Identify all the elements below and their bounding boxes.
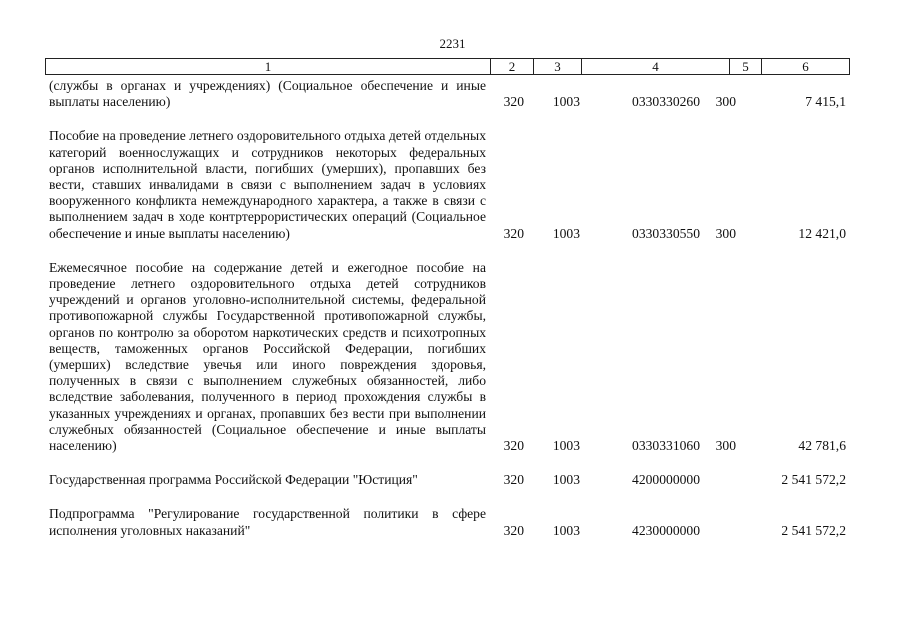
column-header-5: 5 <box>730 59 762 75</box>
row-ministry-code: 320 <box>503 94 524 110</box>
row-amount: 2 541 572,2 <box>781 522 846 538</box>
table-row <box>49 472 849 488</box>
column-header-4: 4 <box>582 59 730 75</box>
row-description: Пособие на проведение летнего оздоровительного отдыха детей отдельных категорий военнослужащих и сотрудников некоторых федеральных органов исполнительной власти, погибших (умерших), пропавших без вести, ставших инвалидами в связи с выполнением задач в условиях вооруженного конфликта немеждународного характера, а также в связи с выполнением задач в ходе контртеррористических операций (Социальное обеспечение и иные выплаты населению) <box>49 128 486 241</box>
row-description: Государственная программа Российской Федерации "Юстиция" <box>49 472 418 488</box>
row-section-code: 1003 <box>552 472 580 488</box>
row-ministry-code: 320 <box>503 225 524 241</box>
row-description: Ежемесячное пособие на содержание детей и ежегодное пособие на проведение летнего оздоровительного отдыха детей сотрудников учреждений и органов уголовно-исполнительной системы, федеральной противопожарной службы Государственной противопожарной службы, органов по контролю за оборотом наркотических средств и психотропных веществ, таможенных органов Российской Федерации, погибших (умерших) вследствие увечья или иного повреждения здоровья, полученных в связи с выполнением служебных обязанностей, либо вследствие заболевания, полученного в период прохождения службы в указанных учреждениях и органах, пропавших без вести при выполнении служебных обязанностей (Социальное обеспечение и иные выплаты населению) <box>49 259 486 454</box>
row-target-article: 0330330550 <box>632 225 700 241</box>
row-section-code: 1003 <box>552 94 580 110</box>
row-ministry-code: 320 <box>503 472 524 488</box>
row-description: (службы в органах и учреждениях) (Социальное обеспечение и иные выплаты населению) <box>49 78 486 110</box>
row-section-code: 1003 <box>552 522 580 538</box>
row-amount: 2 541 572,2 <box>781 472 846 488</box>
column-header-3: 3 <box>534 59 582 75</box>
row-section-code: 1003 <box>552 225 580 241</box>
column-header-row <box>46 59 850 75</box>
column-header-table <box>45 58 850 75</box>
row-target-article: 4230000000 <box>632 522 700 538</box>
column-header-1: 1 <box>46 59 491 75</box>
row-ministry-code: 320 <box>503 522 524 538</box>
row-amount: 12 421,0 <box>798 225 846 241</box>
row-description: Подпрограмма "Регулирование государственной политики в сфере исполнения уголовных наказаний" <box>49 506 486 538</box>
row-target-article: 4200000000 <box>632 472 700 488</box>
table-row <box>49 78 849 110</box>
row-amount: 7 415,1 <box>805 94 846 110</box>
budget-table-body <box>49 78 849 557</box>
column-header-6: 6 <box>762 59 850 75</box>
row-expense-type: 300 <box>715 225 736 241</box>
row-ministry-code: 320 <box>503 438 524 454</box>
row-target-article: 0330330260 <box>632 94 700 110</box>
row-target-article: 0330331060 <box>632 438 700 454</box>
row-expense-type: 300 <box>715 94 736 110</box>
row-amount: 42 781,6 <box>798 438 846 454</box>
table-row <box>49 128 849 241</box>
table-row <box>49 506 849 538</box>
table-row <box>49 260 849 454</box>
row-section-code: 1003 <box>552 438 580 454</box>
row-expense-type: 300 <box>715 438 736 454</box>
column-header-2: 2 <box>491 59 534 75</box>
page-number: 2231 <box>439 36 466 51</box>
